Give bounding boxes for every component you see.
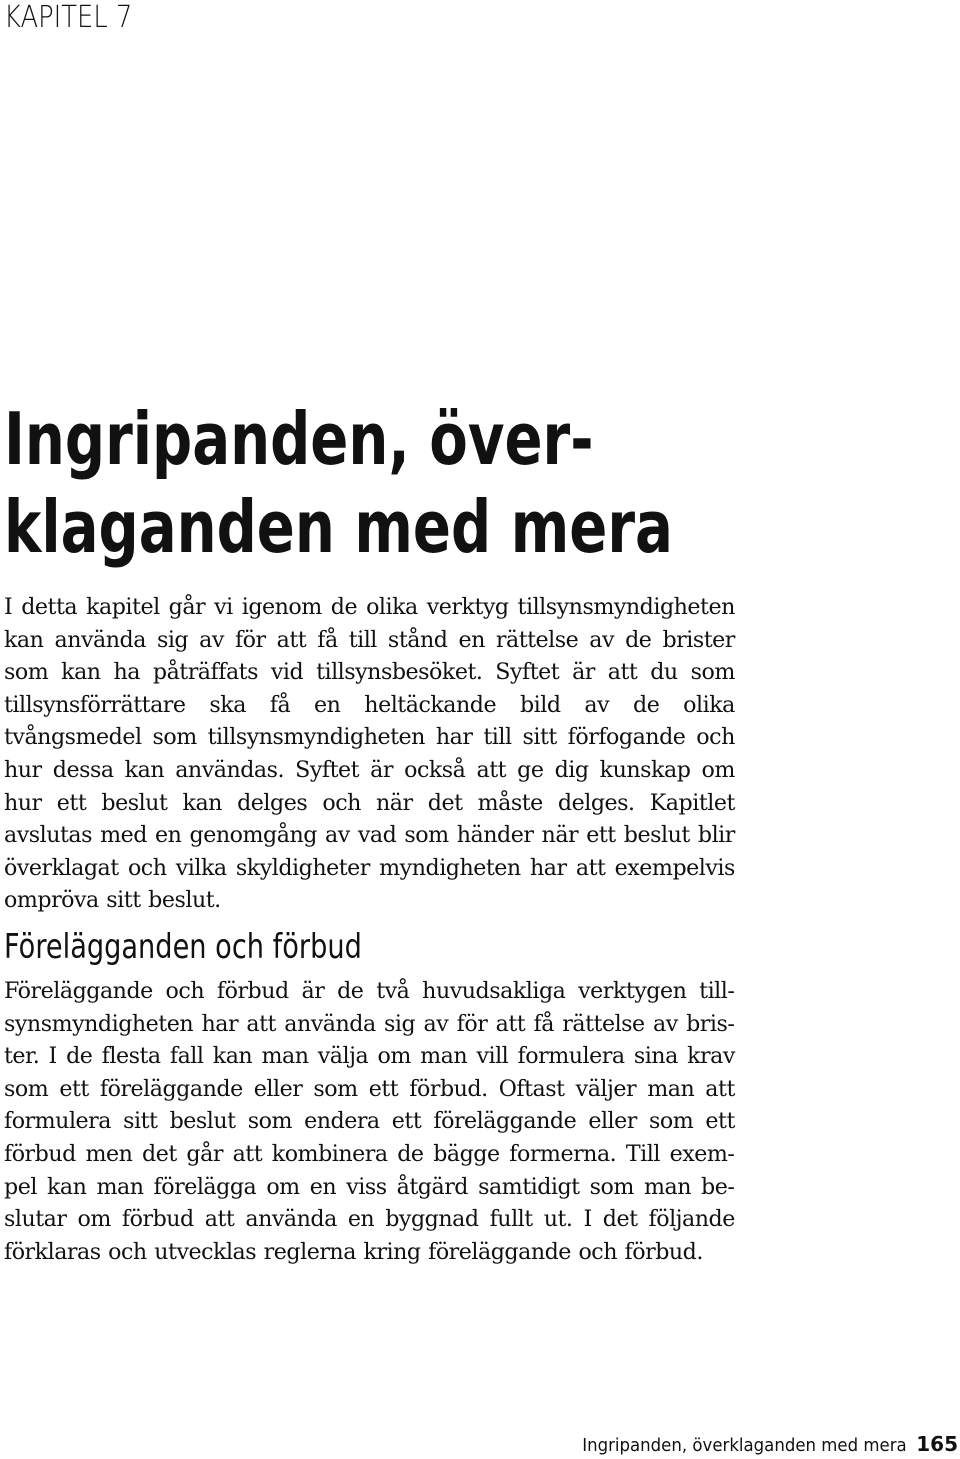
page-footer [554, 1432, 958, 1456]
page-number: 165 [916, 1432, 958, 1456]
chapter-label: KAPITEL 7 [4, 0, 133, 35]
chapter-title-line-2: klaganden med mera [4, 485, 673, 569]
section-paragraph: Föreläggande och förbud är de två huvudsakliga verktygen tillsynsmyndigheten har att använda sig av för att få rättelse av brister. I de flesta fall kan man välja om man vill formulera sina krav som ett föreläggande eller som ett förbud. Oftast väljer man att formulera sitt beslut som endera ett föreläggande eller som ett förbud men det går att kombinera de bägge formerna. Till exempel kan man förelägga om en viss åtgärd samtidigt som man beslutar om förbud att använda en byggnad fullt ut. I det följande förklaras och utvecklas reglerna kring föreläggande och förbud. [4, 978, 735, 1265]
intro-paragraph: I detta kapitel går vi igenom de olika verktyg tillsynsmyndigheten kan använda sig av för att få till stånd en rättelse av de brister som kan ha påträffats vid tillsynsbesöket. Syftet är att du som tillsynsförrättare ska få en heltäckande bild av de olika tvångsmedel som tillsynsmyndigheten har till sitt förfogande och hur dessa kan användas. Syftet är också att ge dig kunskap om hur ett beslut kan delges och när det måste delges. Kapitlet avslutas med en genomgång av vad som händer när ett beslut blir överklagat och vilka skyldigheter myndigheten har att exempelvis ompröva sitt beslut. [4, 594, 735, 914]
footer-running-title: Ingripanden, överklaganden med mera [581, 1435, 907, 1456]
section-heading: Förelägganden och förbud [4, 927, 362, 967]
chapter-title-line-1: Ingripanden, över- [4, 397, 594, 481]
chapter-title [4, 395, 673, 571]
